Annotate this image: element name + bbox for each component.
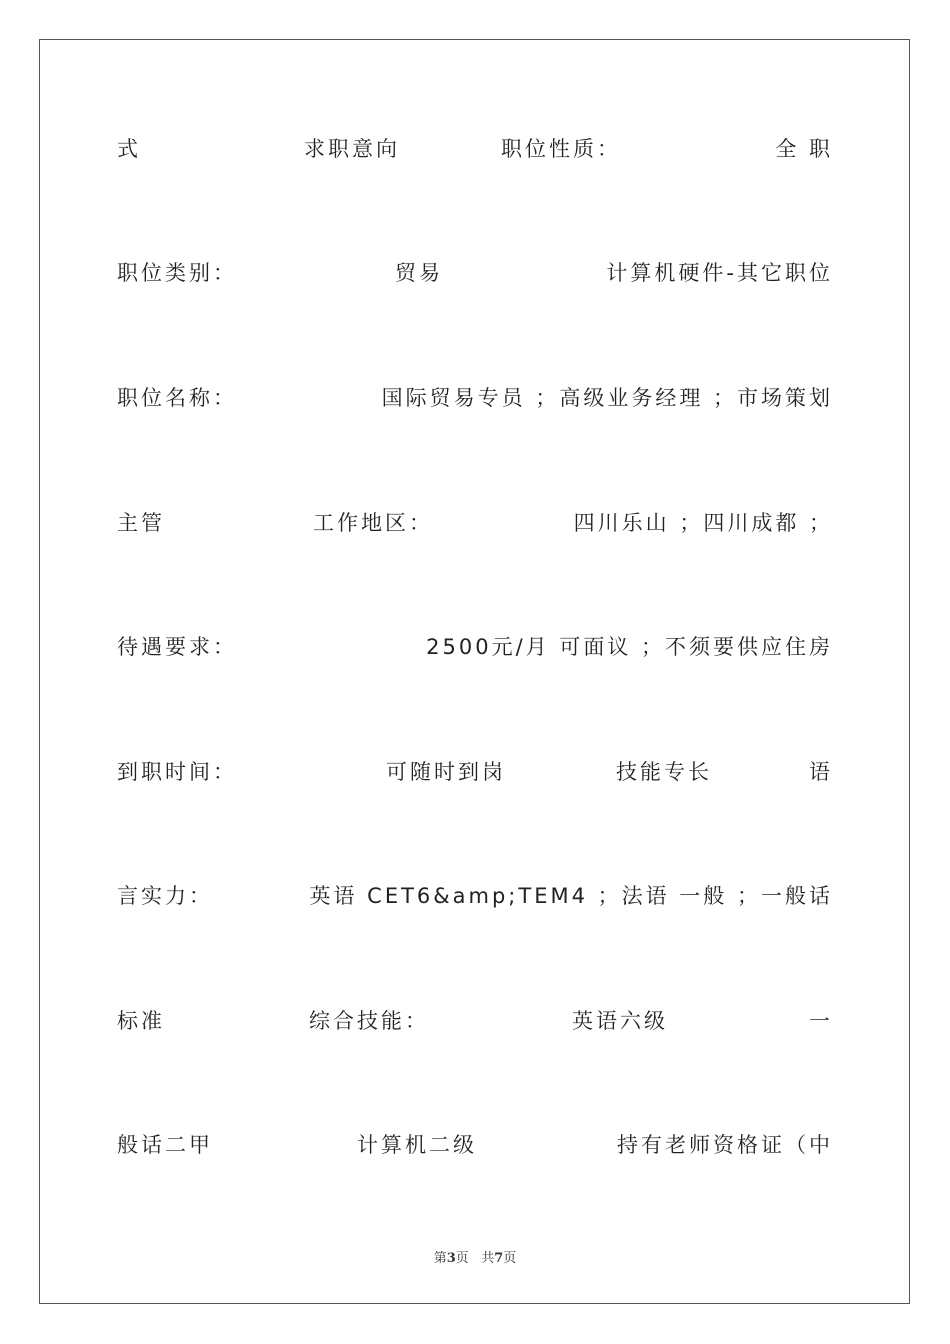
- text-line-5: [117, 632, 833, 662]
- text-line-9: [117, 1130, 833, 1160]
- text-segment: 职位性质：: [501, 137, 621, 161]
- page-total-prefix: 共: [481, 1251, 495, 1266]
- text-segment: 到职时间：: [117, 760, 237, 784]
- text-line-6: [117, 757, 833, 787]
- text-segment: 职位类别：: [117, 261, 237, 285]
- page-total: 7: [494, 1251, 504, 1266]
- text-line-4: [117, 508, 833, 538]
- text-line-2: [117, 258, 833, 288]
- page-total-suffix: 页: [503, 1251, 517, 1266]
- text-segment: 职位名称：: [117, 386, 237, 410]
- text-line-1: [117, 134, 833, 164]
- text-line-3: [117, 383, 833, 413]
- text-segment: 贸易: [395, 261, 443, 285]
- page-number-prefix: 第: [433, 1251, 447, 1266]
- text-segment: 持有老师资格证（中: [617, 1133, 833, 1157]
- text-segment: 工作地区：: [313, 511, 433, 535]
- text-segment: 主管: [117, 511, 165, 535]
- text-segment: 2500元/月 可面议 ；不须要供应住房: [426, 635, 833, 659]
- text-segment: 般话二甲: [117, 1133, 213, 1157]
- text-line-8: [117, 1006, 833, 1036]
- text-segment: 计算机硬件-其它职位: [606, 261, 833, 285]
- text-segment: 英语 CET6&amp;TEM4 ；法语 一般 ；一般话: [309, 884, 833, 908]
- page-border: [39, 39, 910, 1304]
- text-segment: 式: [117, 137, 141, 161]
- text-segment: 标准: [117, 1009, 165, 1033]
- text-segment: 综合技能：: [309, 1009, 429, 1033]
- text-segment: 计算机二级: [357, 1133, 477, 1157]
- text-segment: 语: [809, 760, 833, 784]
- text-segment: 技能专长: [616, 760, 712, 784]
- text-segment: 一: [809, 1009, 833, 1033]
- text-segment: 国际贸易专员 ；高级业务经理 ；市场策划: [381, 386, 833, 410]
- page-number: 3: [446, 1251, 456, 1266]
- text-segment: 全 职: [775, 137, 833, 161]
- text-segment: 求职意向: [304, 137, 400, 161]
- page-footer: [0, 1247, 950, 1266]
- text-segment: 英语六级: [572, 1009, 668, 1033]
- text-segment: 可随时到岗: [386, 760, 506, 784]
- text-line-7: [117, 881, 833, 911]
- text-segment: 言实力：: [117, 884, 213, 908]
- text-segment: 待遇要求：: [117, 635, 237, 659]
- text-segment: 四川乐山 ；四川成都 ；: [573, 511, 833, 535]
- page-number-suffix: 页: [455, 1251, 469, 1266]
